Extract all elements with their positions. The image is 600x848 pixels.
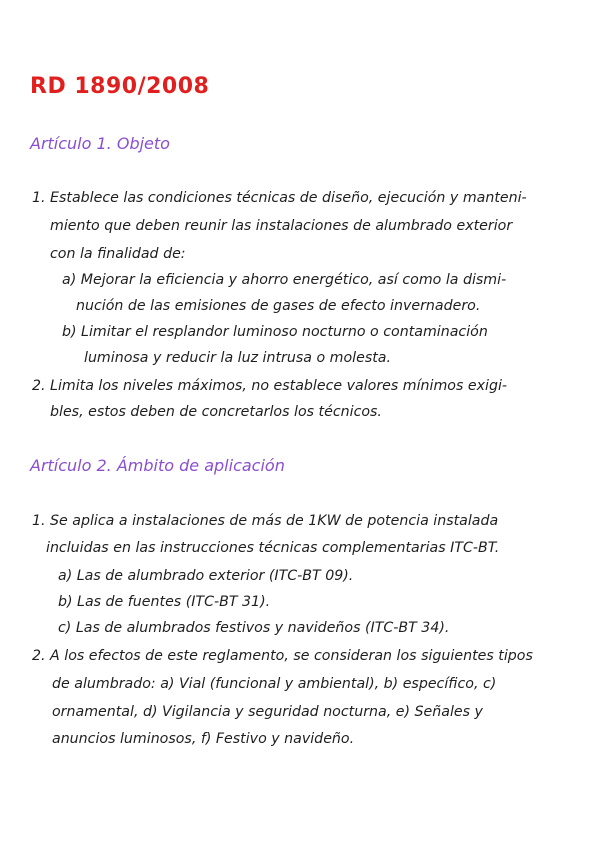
article-1-line: 2. Limita los niveles máximos, no establece valores mínimos exigi- (32, 378, 508, 394)
article-2-line: de alumbrado: a) Vial (funcional y ambiental), b) específico, c) (52, 676, 497, 692)
article-2-line: anuncios luminosos, f) Festivo y navideño. (52, 731, 355, 747)
article-2-line: 2. A los efectos de este reglamento, se consideran los siguientes tipos (32, 648, 533, 664)
article-2-line: ornamental, d) Vigilancia y seguridad nocturna, e) Señales y (52, 704, 483, 720)
article-2-line: incluidas en las instrucciones técnicas complementarias ITC-BT. (46, 540, 500, 556)
article-1-line: con la finalidad de: (50, 246, 186, 262)
article-2-line: b) Las de fuentes (ITC-BT 31). (58, 594, 271, 610)
article-2-heading: Artículo 2. Ámbito de aplicación (30, 456, 285, 475)
article-2-line: 1. Se aplica a instalaciones de más de 1KW de potencia instalada (32, 513, 499, 529)
article-2-line: a) Las de alumbrado exterior (ITC-BT 09). (58, 568, 354, 584)
article-1-line: b) Limitar el resplandor luminoso nocturno o contaminación (62, 324, 488, 340)
article-2-line: c) Las de alumbrados festivos y navideños (ITC-BT 34). (58, 620, 450, 636)
article-1-line: 1. Establece las condiciones técnicas de diseño, ejecución y manteni- (32, 190, 527, 206)
article-1-line: miento que deben reunir las instalaciones de alumbrado exterior (50, 218, 513, 234)
article-1-line: nución de las emisiones de gases de efecto invernadero. (76, 298, 481, 314)
article-1-line: bles, estos deben de concretarlos los técnicos. (50, 404, 382, 420)
article-1-line: luminosa y reducir la luz intrusa o molesta. (84, 350, 391, 366)
article-1-heading: Artículo 1. Objeto (30, 134, 170, 153)
document-title: RD 1890/2008 (30, 74, 210, 99)
article-1-line: a) Mejorar la eficiencia y ahorro energético, así como la dismi- (62, 272, 507, 288)
